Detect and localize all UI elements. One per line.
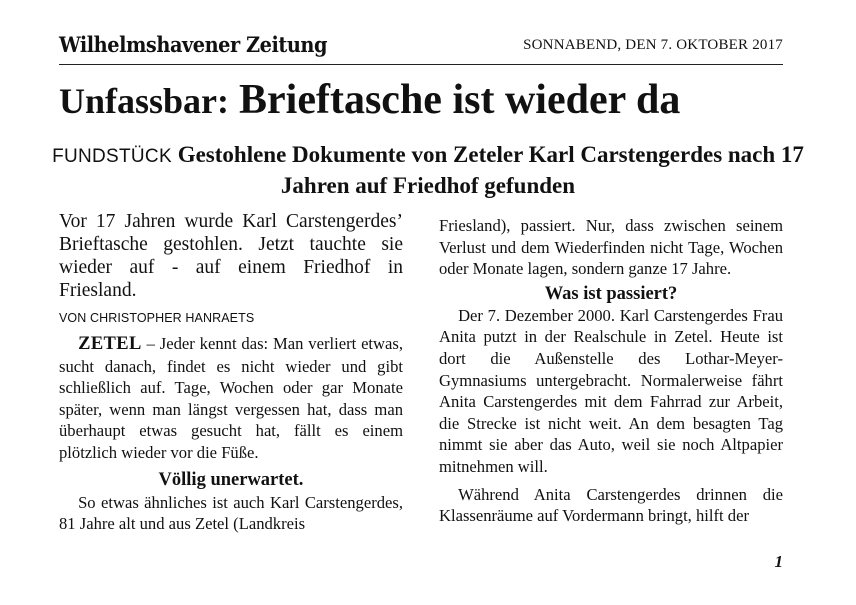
- article-column-left: [59, 210, 403, 535]
- article-paragraph: So etwas ähnliches ist auch Karl Carstengerdes, 81 Jahre alt und aus Zetel (Landkreis: [59, 492, 403, 534]
- article-column-right: [439, 215, 783, 527]
- article-paragraph: [59, 333, 403, 464]
- paragraph-text: – Jeder kennt das: Man verliert etwas, sucht danach, findet es nicht wieder und gibt schließlich auf. Tage, Wochen oder gar Monate später, wenn man längst vergessen hat, dass man überhaupt etwas gesucht hat, fällt es einem plötzlich wieder vor die Füße.: [59, 334, 403, 462]
- article-lead: Vor 17 Jahren wurde Karl Carstengerdes’ Brieftasche gestohlen. Jetzt tauchte sie wieder auf - auf einem Friedhof in Friesland.: [59, 211, 403, 301]
- headline-main: Brieftasche ist wieder da: [239, 77, 681, 123]
- section-heading: Was ist passiert?: [544, 283, 678, 304]
- newspaper-logo: Wilhelmshavener Zeitung: [59, 32, 328, 57]
- headline: [59, 76, 799, 124]
- article-byline: VON CHRISTOPHER HANRAETS: [59, 311, 255, 325]
- article-paragraph-continued: Friesland), passiert. Nur, dass zwischen seinem Verlust und dem Wiederfinden nicht Tage, Wochen oder Monate lagen, sondern ganze 17 Jahre.: [439, 216, 783, 279]
- subheadline-text: Gestohlene Dokumente von Zeteler Karl Carstengerdes nach 17 Jahren auf Friedhof gefunden: [177, 142, 804, 198]
- subheadline-kicker: FUNDSTÜCK: [52, 146, 172, 167]
- article-paragraph: Der 7. Dezember 2000. Karl Carstengerdes Frau Anita putzt in der Realschule in Zetel. Heute ist dort die Außenstelle des Lothar-Meyer-Gymnasiums untergebracht. Normalerweise fährt Anita Carstengerdes mit dem Fahrrad zur Arbeit, die Strecke ist nicht weit. An dem besagten Tag nimmt sie aber das Auto, weil sie noch Altpapier mitnehmen will.: [439, 305, 783, 476]
- article-paragraph: Während Anita Carstengerdes drinnen die Klassenräume auf Vordermann bringt, hilft der: [439, 484, 783, 526]
- dateline-location: ZETEL: [78, 334, 142, 354]
- masthead: [59, 30, 783, 65]
- section-heading: Völlig unerwartet.: [158, 469, 304, 490]
- headline-kicker: Unfassbar:: [59, 81, 230, 121]
- issue-date: SONNABEND, DEN 7. OKTOBER 2017: [523, 37, 783, 53]
- subheadline: [40, 140, 816, 200]
- page-number: 1: [774, 552, 783, 571]
